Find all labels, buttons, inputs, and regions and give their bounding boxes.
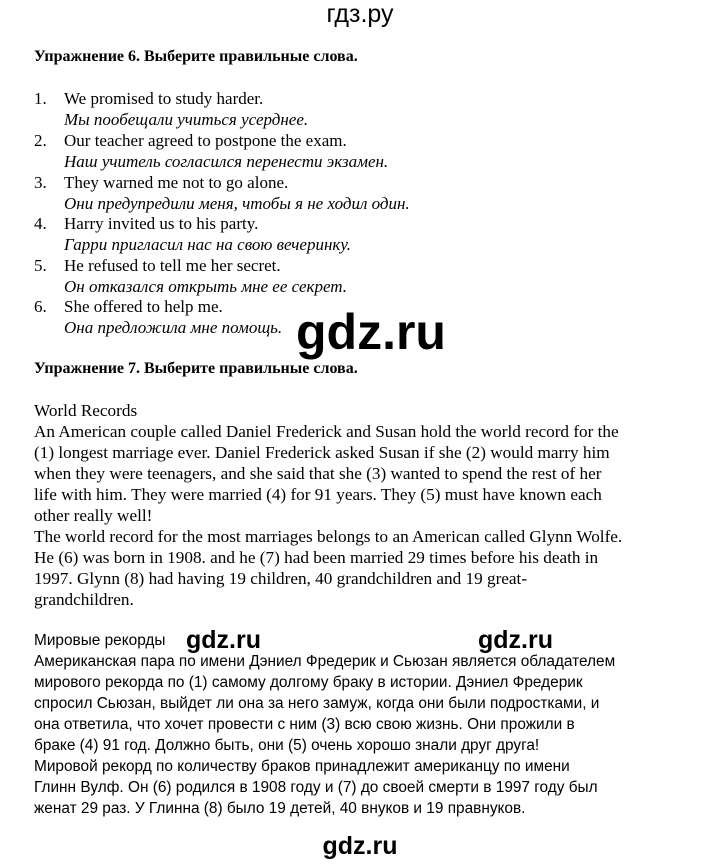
- item-translation: Гарри пригласил нас на свою вечеринку.: [64, 235, 352, 254]
- russian-line: женат 29 раз. У Глинна (8) было 19 детей, 40 внуков и 19 правнуков.: [34, 800, 526, 817]
- item-english: Our teacher agreed to postpone the exam.: [64, 131, 347, 150]
- item-translation: Они предупредили меня, чтобы я не ходил один.: [64, 194, 410, 213]
- russian-text: [34, 630, 714, 819]
- russian-line: она ответила, что хочет провести с ним (3) всю свою жизнь. Они прожили в: [34, 716, 575, 733]
- item-number: 6.: [34, 297, 47, 316]
- item-translation: Мы пообещали учиться усерднее.: [64, 110, 309, 129]
- english-line: 1997. Glynn (8) had having 19 children, 40 grandchildren and 19 great-: [34, 569, 528, 588]
- item-english: He refused to tell me her secret.: [64, 256, 281, 275]
- exercise-6-item: [34, 213, 258, 234]
- english-line: grandchildren.: [34, 590, 134, 609]
- russian-line: мирового рекорда по (1) самому долгому браку в истории. Дэниел Фредерик: [34, 674, 583, 691]
- russian-line: браке (4) 91 год. Должно быть, они (5) очень хорошо знали друг друга!: [34, 737, 540, 754]
- russian-title: Мировые рекорды: [34, 632, 166, 649]
- item-translation: Она предложила мне помощь.: [64, 318, 283, 337]
- exercise-6-item: [34, 296, 223, 317]
- footer-watermark: gdz.ru: [322, 832, 398, 860]
- exercise-6-item: [34, 130, 347, 151]
- item-number: 5.: [34, 256, 47, 275]
- russian-line: Мировой рекорд по количеству браков принадлежит американцу по имени: [34, 758, 570, 775]
- exercise-6-item: [34, 172, 288, 193]
- exercise-7-heading: Упражнение 7. Выберите правильные слова.: [34, 360, 358, 377]
- big-watermark: gdz.ru: [296, 304, 446, 360]
- item-translation: Он отказался открыть мне ее секрет.: [64, 277, 348, 296]
- english-title: World Records: [34, 401, 138, 420]
- russian-line: Глинн Вулф. Он (6) родился в 1908 году и (7) до своей смерти в 1997 году был: [34, 779, 598, 796]
- english-line: other really well!: [34, 506, 153, 525]
- item-number: 2.: [34, 131, 47, 150]
- english-text: [34, 400, 694, 610]
- item-english: We promised to study harder.: [64, 89, 264, 108]
- item-number: 3.: [34, 173, 47, 192]
- item-english: She offered to help me.: [64, 297, 223, 316]
- mid-watermark-left: gdz.ru: [186, 626, 261, 654]
- item-number: 1.: [34, 89, 47, 108]
- item-english: They warned me not to go alone.: [64, 173, 289, 192]
- russian-line: спросил Сьюзан, выйдет ли она за него замуж, когда они были подростками, и: [34, 695, 600, 712]
- english-line: life with him. They were married (4) for 91 years. They (5) must have known each: [34, 485, 602, 504]
- mid-watermark-right: gdz.ru: [478, 626, 553, 654]
- item-number: 4.: [34, 214, 47, 233]
- english-line: The world record for the most marriages belongs to an American called Glynn Wolfe.: [34, 527, 623, 546]
- english-line: (1) longest marriage ever. Daniel Frederick asked Susan if she (2) would marry him: [34, 443, 610, 462]
- english-line: An American couple called Daniel Frederick and Susan hold the world record for the: [34, 422, 619, 441]
- english-line: when they were teenagers, and she said that she (3) wanted to spend the rest of her: [34, 464, 602, 483]
- exercise-6-heading: Упражнение 6. Выберите правильные слова.: [34, 48, 358, 65]
- item-english: Harry invited us to his party.: [64, 214, 259, 233]
- exercise-6-item: [34, 88, 263, 109]
- russian-line: Американская пара по имени Дэниел Фредерик и Сьюзан является обладателем: [34, 653, 616, 670]
- english-line: He (6) was born in 1908. and he (7) had been married 29 times before his death in: [34, 548, 599, 567]
- header-watermark: гдз.ру: [326, 0, 394, 28]
- item-translation: Наш учитель согласился перенести экзамен.: [64, 152, 389, 171]
- exercise-6-item: [34, 255, 281, 276]
